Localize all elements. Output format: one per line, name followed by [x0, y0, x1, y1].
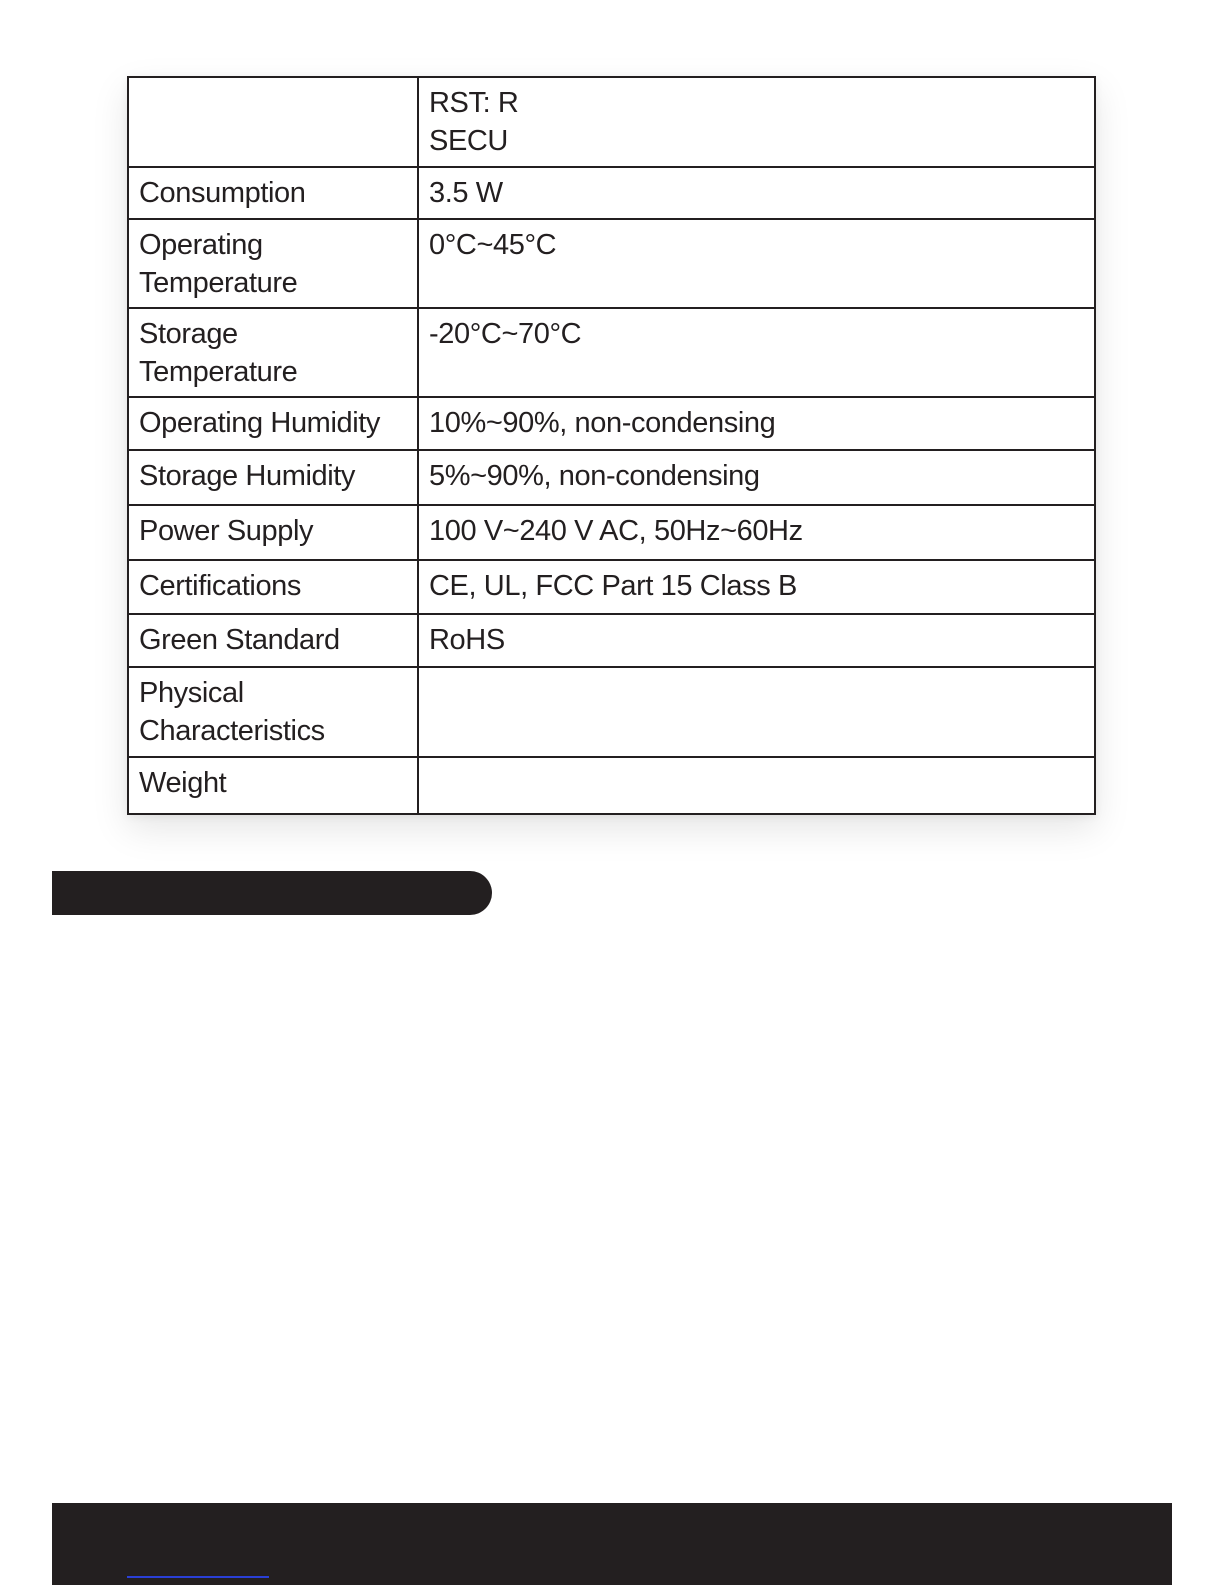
spec-value: 3.5 W — [418, 167, 1095, 219]
table-row — [128, 757, 1095, 814]
spec-value: 0°C~45°C — [418, 219, 1095, 308]
footer-link-underline[interactable] — [127, 1576, 269, 1578]
table-row — [128, 308, 1095, 397]
spec-label: Storage Humidity — [128, 450, 418, 505]
spec-table-container — [127, 76, 1096, 815]
table-row — [128, 667, 1095, 757]
table-row — [128, 397, 1095, 450]
spec-value — [418, 667, 1095, 757]
table-row — [128, 450, 1095, 505]
section-header-bar — [52, 871, 492, 915]
spec-value: 100 V~240 V AC, 50Hz~60Hz — [418, 505, 1095, 560]
spec-label: Physical Characteristics — [128, 667, 418, 757]
spec-value: RST: R SECU — [418, 77, 1095, 167]
spec-value: -20°C~70°C — [418, 308, 1095, 397]
spec-value — [418, 757, 1095, 814]
table-row — [128, 614, 1095, 667]
footer-bar — [52, 1503, 1172, 1585]
spec-label: Operating Temperature — [128, 219, 418, 308]
spec-label: Consumption — [128, 167, 418, 219]
spec-value: 10%~90%, non-condensing — [418, 397, 1095, 450]
table-row — [128, 560, 1095, 614]
spec-label: Storage Temperature — [128, 308, 418, 397]
spec-label: Power Supply — [128, 505, 418, 560]
spec-label: Green Standard — [128, 614, 418, 667]
spec-value: 5%~90%, non-condensing — [418, 450, 1095, 505]
table-row — [128, 77, 1095, 167]
spec-label: Certifications — [128, 560, 418, 614]
table-row — [128, 505, 1095, 560]
spec-value: CE, UL, FCC Part 15 Class B — [418, 560, 1095, 614]
spec-label: Operating Humidity — [128, 397, 418, 450]
spec-label — [128, 77, 418, 167]
table-row — [128, 167, 1095, 219]
table-row — [128, 219, 1095, 308]
spec-label: Weight — [128, 757, 418, 814]
spec-table — [127, 76, 1096, 815]
spec-value: RoHS — [418, 614, 1095, 667]
